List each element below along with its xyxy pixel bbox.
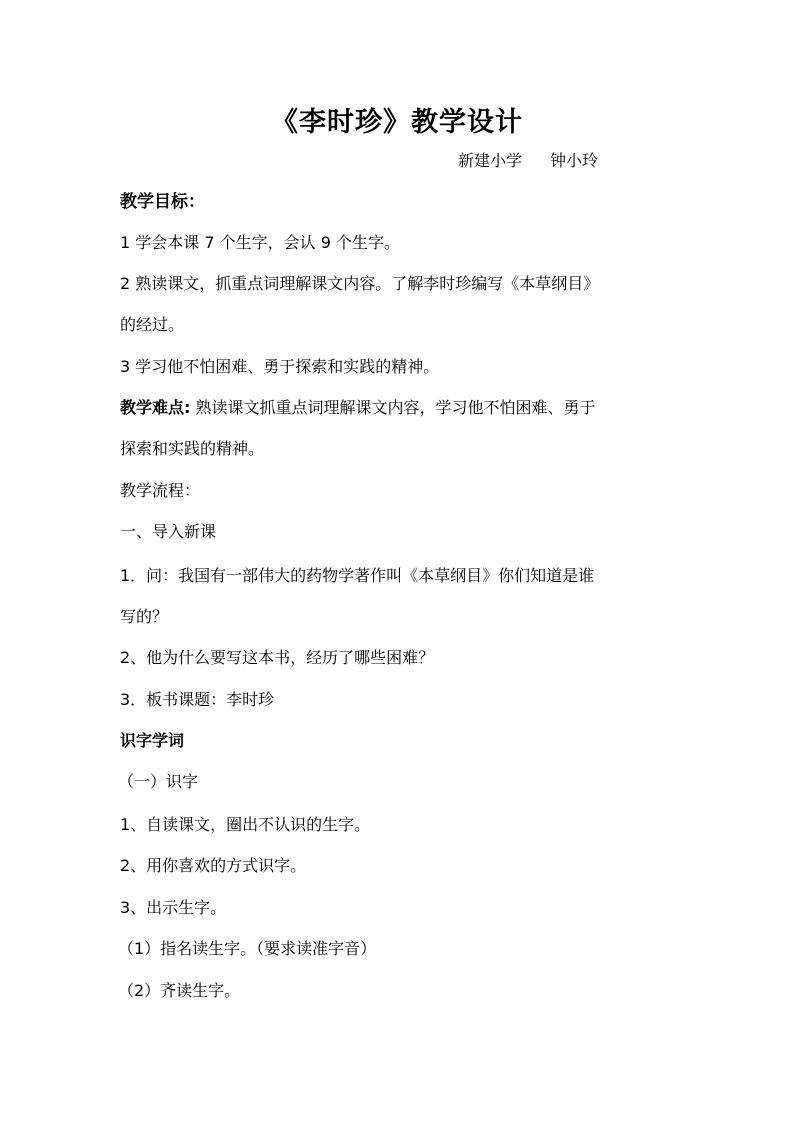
objective-item: 2 熟读课文，抓重点词理解课文内容。了解李时珍编写《本草纲目》 xyxy=(120,274,600,293)
intro-item: 写的？ xyxy=(120,607,169,626)
literacy-item: 2、用你喜欢的方式识字。 xyxy=(120,856,307,875)
process-heading: 教学流程： xyxy=(120,481,201,500)
objective-item: 1 学会本课 7 个生字，会认 9 个生字。 xyxy=(120,233,400,252)
difficulty-text-continued: 探索和实践的精神。 xyxy=(120,439,265,458)
literacy-item: 1、自读课文，圈出不认识的生字。 xyxy=(120,815,371,834)
difficulty-text: 熟读课文抓重点词理解课文内容，学习他不怕困难、勇于 xyxy=(190,398,596,417)
subsection-heading: （一）识字 xyxy=(118,772,199,791)
literacy-item: 3、出示生字。 xyxy=(120,898,227,917)
objective-item: 的经过。 xyxy=(120,315,185,334)
author-name: 钟小玲 xyxy=(550,151,599,170)
intro-item: 2、他为什么要写这本书，经历了哪些困难？ xyxy=(120,648,435,667)
objectives-heading: 教学目标： xyxy=(120,192,205,212)
intro-item: 1．问：我国有一部伟大的药物学著作叫《本草纲目》你们知道是谁 xyxy=(120,566,595,585)
literacy-sub-item: （2）齐读生字。 xyxy=(118,981,241,1000)
intro-item: 3．板书课题：李时珍 xyxy=(120,690,275,709)
author-line xyxy=(458,148,598,171)
literacy-sub-item: （1）指名读生字。（要求读准字音） xyxy=(118,939,377,958)
objective-item: 3 学习他不怕困难、勇于探索和实践的精神。 xyxy=(120,357,440,376)
difficulty-label: 教学难点: xyxy=(120,398,191,417)
school-name: 新建小学 xyxy=(458,151,523,170)
difficulty-paragraph xyxy=(120,398,596,418)
page-title: 《李时珍》教学设计 xyxy=(271,107,523,138)
section-heading-literacy: 识字学词 xyxy=(120,731,185,750)
section-heading-intro: 一、导入新课 xyxy=(120,522,217,541)
